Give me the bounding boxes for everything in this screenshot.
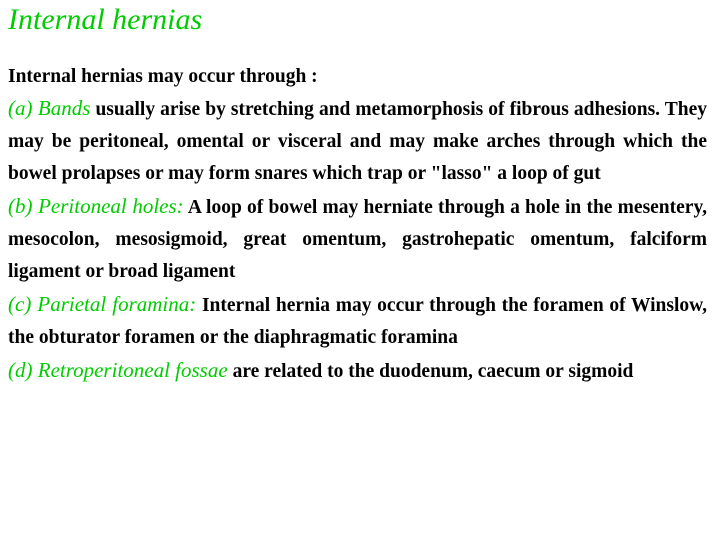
item-label: (c) Parietal foramina:	[8, 292, 197, 316]
item-text: Internal hernia may occur through the foramen of Winslow, the obturator foramen or the diaphragmatic foramina	[8, 295, 707, 348]
item-label: (b) Peritoneal holes:	[8, 194, 184, 218]
item-peritoneal-holes	[8, 190, 707, 288]
item-parietal-foramina	[8, 288, 707, 354]
item-retroperitoneal-fossae	[8, 354, 707, 388]
intro-text: Internal hernias may occur through :	[8, 66, 318, 87]
slide-title: Internal hernias	[8, 3, 203, 36]
item-label: (d) Retroperitoneal fossae	[8, 358, 228, 382]
item-text: A loop of bowel may herniate through a hole in the mesentery, mesocolon, mesosigmoid, great omentum, gastrohepatic omentum, falciform ligament or broad ligament	[8, 197, 708, 282]
item-label: (a) Bands	[8, 96, 91, 120]
item-text: usually arise by stretching and metamorphosis of fibrous adhesions. They may be peritoneal, omental or visceral and may make arches through which the bowel prolapses or may form snares which trap or "lasso" a loop of gut	[8, 99, 707, 184]
item-text: are related to the duodenum, caecum or sigmoid	[227, 361, 634, 382]
slide-body	[8, 62, 707, 388]
item-bands	[8, 92, 707, 190]
